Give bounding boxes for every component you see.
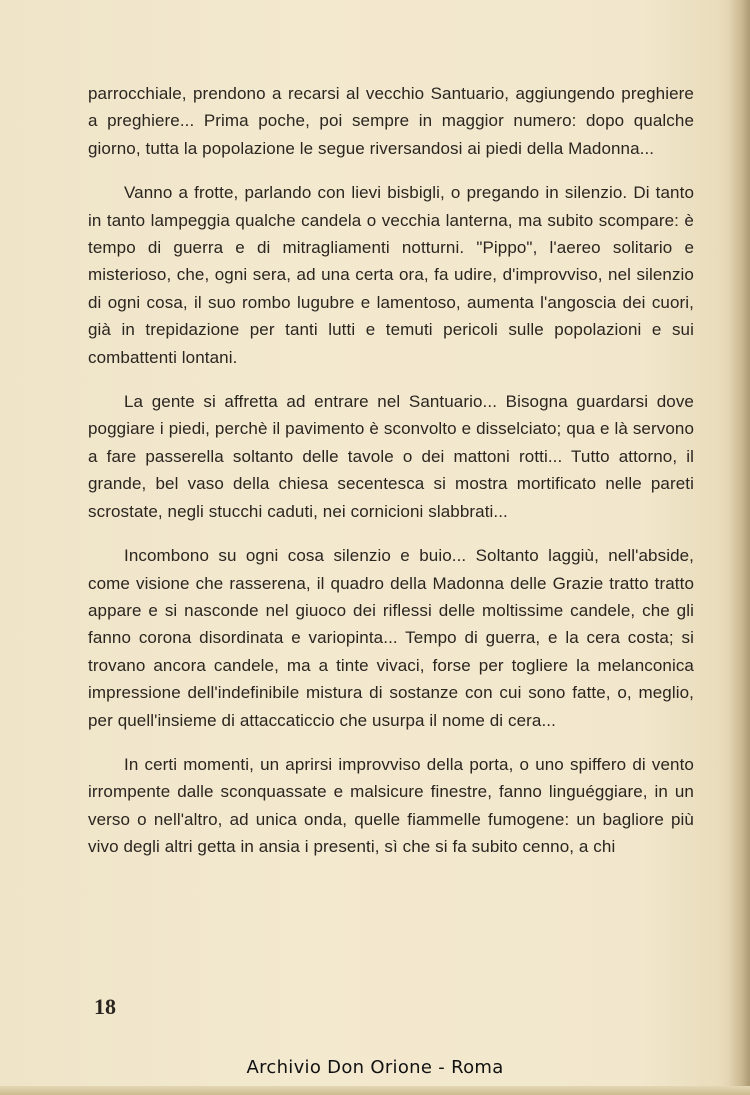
archive-footer: Archivio Don Orione - Roma [246, 1057, 504, 1078]
paragraph-5: In certi momenti, un aprirsi improvviso della porta, o uno spiffero di vento irrompente dalle sconquassate e malsicure finestre, fanno linguéggiare, in un verso o nell'altro, ad unica onda, quelle fiammelle fumogene: un bagliore più vivo degli altri getta in ansia i presenti, sì che si fa subito cenno, a chi [88, 754, 694, 857]
paragraph-1: parrocchiale, prendono a recarsi al vecchio Santuario, aggiungendo preghiere a preghiere... Prima poche, poi sempre in maggior numero: dopo qualche giorno, tutta la popolazione le segue riversandosi ai piedi della Madonna... [88, 84, 694, 158]
page-edge-shadow [728, 0, 750, 1095]
page-number: 18 [94, 994, 116, 1019]
body-text [88, 80, 694, 878]
paragraph-3: La gente si affretta ad entrare nel Santuario... Bisogna guardarsi dove poggiare i piedi, perchè il pavimento è sconvolto e disselciato; qua e là servono a fare passerella soltanto delle tavole o dei mattoni rotti... Tutto attorno, il grande, bel vaso della chiesa secentesca si mostra mortificato nelle pareti scrostate, negli stucchi caduti, nei cornicioni slabbrati... [88, 392, 694, 521]
paragraph-2: Vanno a frotte, parlando con lievi bisbigli, o pregando in silenzio. Di tanto in tanto lampeggia qualche candela o vecchia lanterna, ma subito scompare: è tempo di guerra e di mitragliamenti notturni. "Pippo", l'aereo solitario e misterioso, che, ogni sera, ad una certa ora, fa udire, d'improvviso, nel silenzio di ogni cosa, il suo rombo lugubre e lamentoso, aumenta l'angoscia dei cuori, già in trepidazione per tanti lutti e temuti pericoli sulle popolazioni e sui combattenti lontani. [88, 183, 694, 367]
paragraph-4: Incombono su ogni cosa silenzio e buio... Soltanto laggiù, nell'abside, come visione che rasserena, il quadro della Madonna delle Grazie tratto tratto appare e si nasconde nel giuoco dei riflessi delle moltissime candele, che gli fanno corona disordinata e variopinta... Tempo di guerra, e la cera costa; si trovano ancora candele, ma a tinte vivaci, forse per togliere la melanconica impressione dell'indefinibile mistura di sostanze con cui sono fatte, o, meglio, per quell'insieme di attaccaticcio che usurpa il nome di cera... [88, 546, 694, 730]
page-bottom-edge [0, 1086, 750, 1095]
